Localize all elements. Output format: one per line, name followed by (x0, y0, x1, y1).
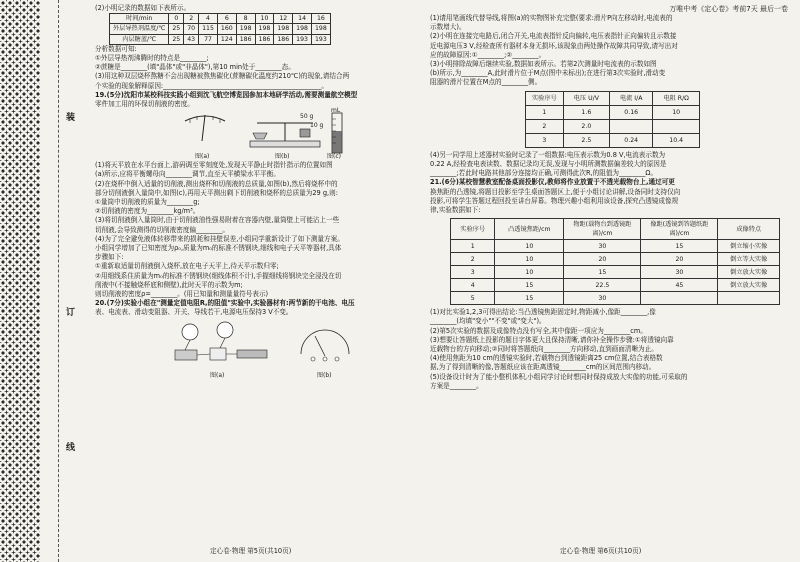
q21-part1b: ________(均填"变小""不变"或"变大")。 (430, 317, 546, 326)
table-row (110, 34, 331, 44)
table-cell: 186 (255, 34, 274, 44)
left-footer: 定心卷·物理 第5页(共10页) (210, 547, 292, 555)
q20-part4b: 0.22 A,经检查电表读数、数据记录均无误,发现与小明所测数据偏差较大的原因是 (430, 160, 667, 169)
figure-row-19 (95, 109, 415, 161)
table-header: 实验序号 (526, 91, 564, 105)
table-header: 2 (184, 14, 199, 24)
table-cell: 1.6 (563, 105, 609, 119)
table-cell (653, 119, 699, 133)
q20-part1: (1)请用笔画线代替导线,将图(a)的实物图补充完整(要求:滑片P向左移动时,电流表的 (430, 14, 673, 22)
q21-part5: (5)设备设计时为了能小整机体积,小组同学讨论时想同时保持成放大实像的功能,可采取的 (430, 372, 688, 381)
table-cell: 198 (311, 24, 330, 34)
table-cell: 15 (564, 266, 641, 279)
q20-part2b: 近电源电压3 V,经检查所有器材本身无损坏,该现象由两处操作故障共同导致,请写出对 (430, 41, 678, 50)
table-cell: 30 (564, 240, 641, 253)
table-cell: 10 (495, 266, 564, 279)
binding-line (58, 0, 59, 562)
table-row (526, 105, 700, 119)
table-cell: 70 (184, 24, 199, 34)
q19-step-4e: ②用细线系住质量为m₀的标准不锈钢块(细线体积不计),手握细线将钢块完全浸没在切 (95, 271, 342, 280)
table-cell: 0.24 (609, 133, 652, 147)
q19-step-1b: (a)所示,应将平衡螺母向________调节,直至天平横梁水平平衡。 (95, 170, 280, 179)
table-cell: 15 (495, 292, 564, 305)
table-cell: 10.4 (653, 133, 699, 147)
analysis-text: 分析数据可知: (95, 44, 137, 53)
figure-row-20 (95, 318, 415, 380)
binding-margin (0, 0, 40, 562)
table-cell: 15 (641, 240, 718, 253)
table-header: 电压 U/V (563, 91, 609, 105)
table-row (451, 266, 780, 279)
table-header: 像距(透镜到答题纸距离)/cm (641, 219, 718, 240)
table-cell (609, 119, 652, 133)
q19-step-4b: 小组同学增加了已知密度为ρ₀,质量为m₀的标准不锈钢块,细线和电子天平等器材,具体 (95, 244, 342, 253)
table-cell: 160 (217, 24, 236, 34)
question-20-stem-cont: 表、电流表、滑动变阻器、开关、导线若干,电源电压保持3 V不变。 (95, 308, 293, 317)
table-cell: 25 (169, 34, 184, 44)
table-cell: 20 (641, 253, 718, 266)
q19-step-4g: 则切削液的密度ρ=________。(用已知量和测量量符号表示) (95, 290, 269, 299)
table-header: 电流 I/A (609, 91, 652, 105)
analysis-item-2: ②蔗糖是________(填"晶体"或"非晶体"),第10 min处于________态。 (95, 63, 295, 72)
table-cell: 10 (495, 253, 564, 266)
table-header: 凸透镜焦距/cm (495, 219, 564, 240)
figure-b-caption: 图(b) (275, 153, 290, 161)
table-cell (641, 292, 718, 305)
q20-part2: (2)小明在连接完电路后,闭合开关,电流表指针反向偏转,电压表指针正向偏转且示数接 (430, 32, 677, 41)
table-cell: 2.5 (563, 133, 609, 147)
temperature-table (109, 13, 331, 45)
table-row (526, 119, 700, 133)
q19-step-3: (3)将切削液倒入量筒时,由于切削液油性强易附着在容器内壁,量筒壁上可能沾上一些 (95, 216, 340, 225)
table-cell: 20 (564, 253, 641, 266)
q19-step-1: (1)将天平放在水平台面上,游码调至零刻度处,发现天平静止时指针指示的位置如图 (95, 161, 333, 170)
table-row (451, 292, 780, 305)
table-cell: 10 (653, 105, 699, 119)
balance-pointer-figure (180, 111, 230, 151)
table-row (110, 24, 331, 34)
table-header: 0 (169, 14, 184, 24)
lens-table (450, 218, 780, 305)
analysis-item-1: ①外层导热剂沸腾时的特点是________; (95, 54, 209, 63)
table-header: 12 (274, 14, 293, 24)
graduated-cylinder-figure (327, 109, 347, 155)
q21-part3: (3)想要让答题纸上投影的题目字体更大且保持清晰,请你补全操作步骤:①将透镜向靠 (430, 335, 674, 344)
table-cell: 15 (495, 279, 564, 292)
table-header: 实验序号 (451, 219, 495, 240)
table-cell: 3 (526, 133, 564, 147)
table-row (526, 133, 700, 147)
weight-10g-label: 10 g (310, 122, 324, 130)
ammeter-dial-figure (295, 322, 355, 362)
table-cell: 2 (451, 253, 495, 266)
ml-label: mL (331, 107, 341, 115)
table-cell: 外层导热剂温度/℃ (110, 24, 169, 34)
table-cell: 倒立等大实像 (718, 253, 780, 266)
figure-a-caption: 图(a) (195, 153, 210, 161)
table-cell: 0.16 (609, 105, 652, 119)
page-header: 万唯中考《定心卷》考前7天 最后一卷 (669, 5, 788, 13)
table-cell: 45 (641, 279, 718, 292)
table-cell: 198 (274, 24, 293, 34)
figure-c-caption: 图(c) (327, 153, 341, 161)
figure-20a-caption: 图(a) (210, 371, 225, 379)
table-cell: 10 (495, 240, 564, 253)
table-cell: 198 (236, 24, 255, 34)
table-header: 4 (199, 14, 218, 24)
q20-part2c: 应的故障原因:①________;②________。 (430, 50, 546, 59)
question-21-stem: 21.(6分)某校智慧教室配备桌面投影仪,教师将作业放置于不透光载物台上,通过可更 (430, 178, 675, 187)
q20-part4: (4)另一同学用上述器材实验时记录了一组数据:电压表示数为0.8 V,电流表示数为 (430, 150, 666, 159)
margin-word-ding: 订 (66, 308, 76, 318)
q19-step-2c: ①量筒中切削液的质量为________g; (95, 198, 200, 207)
question-19-stem-cont: 零件加工用的环保切削液的密度。 (95, 100, 194, 109)
q19-step-4f: 削液中(不接触烧杯底和侧壁),此时天平的示数为m; (95, 280, 243, 289)
table-header: 16 (311, 14, 330, 24)
table-cell: 77 (199, 34, 218, 44)
table-cell: 193 (311, 34, 330, 44)
table-header: 物距(载物台到透镜距离)/cm (564, 219, 641, 240)
table-cell: 198 (293, 24, 312, 34)
table-cell: 30 (564, 292, 641, 305)
q19-step-2d: ②切削液的密度为________kg/m³。 (95, 207, 200, 216)
q21-part3b: 近载物台的方向移动;②同时将答题纸向________方向移动,直到画面清晰为止。 (430, 345, 658, 354)
q21-part2: (2)第5次实验的数据及成像特点没有写全,其中像距一项应为________cm。 (430, 326, 647, 335)
q19-step-2: (2)在烧杯中倒入适量的切削液,测出烧杯和切削液的总质量,如图(b),然后将烧杯中的 (95, 179, 338, 188)
table-cell: 内层糖蓝/℃ (110, 34, 169, 44)
table-row (451, 253, 780, 266)
q20-part3b: (b)所示,为________A,此时滑片位于M点(图中未标出);在进行第3次实验时,滑动变 (430, 69, 666, 78)
q19-step-4c: 步骤如下: (95, 253, 124, 262)
table-cell: 5 (451, 292, 495, 305)
table-header: 14 (293, 14, 312, 24)
q19-step-2b: 部分切削液倒入量筒中,如图(c),再用天平测出剩下切削液和烧杯的总质量为29 g,则: (95, 188, 338, 197)
question-20-stem: 20.(7分)实验小组在"测量定值电阻R,的阻值"实验中,实验器材有:两节新的干电池、电压 (95, 299, 355, 308)
table-cell: 2 (526, 119, 564, 133)
weight-50g-label: 50 g (300, 113, 314, 121)
question-19-stem: 19.(5分)沈阳市某校科技实践小组到沈飞航空博览园参加本地研学活动,需要测量航空模型 (95, 90, 358, 99)
table-cell: 30 (641, 266, 718, 279)
table-header: 成像特点 (718, 219, 780, 240)
table-cell: 43 (184, 34, 199, 44)
left-column (95, 4, 415, 380)
table-cell: 25 (169, 24, 184, 34)
table-header: 8 (236, 14, 255, 24)
q21-part5b: 方案是________。 (430, 381, 483, 390)
q20-part3c: 阻器的滑片位置在M点的________侧。 (430, 78, 542, 87)
q20-part1b: 示数增大)。 (430, 23, 466, 32)
question-21-stem-c: 投影,可将学生答题过程回投至讲台屏幕。物理兴趣小组利用该设备,探究凸透镜成像规 (430, 196, 679, 205)
table-cell: 124 (217, 34, 236, 44)
table-cell: 2.0 (563, 119, 609, 133)
circuit-figure (165, 320, 275, 370)
table-row (451, 240, 780, 253)
table-cell: 186 (274, 34, 293, 44)
table-cell (718, 292, 780, 305)
q19-step-4d: ①重新取适量切削液倒入烧杯,放在电子天平上,待天平示数归零; (95, 262, 279, 271)
q18-part2-title: (2)小明记录的数据如下表所示。 (95, 4, 191, 12)
q20-part4c: ________;若此时电路其他部分连接均正确,可测得此次R,的阻值为________Ω。 (430, 169, 658, 178)
table-cell: 115 (199, 24, 218, 34)
margin-word-xian: 线 (66, 443, 76, 453)
resistance-table (525, 91, 700, 148)
q20-part3: (3)小明排除故障后继续实验,数据如表所示。若第2次测量时电流表的示数如图 (430, 60, 657, 69)
table-cell: 3 (451, 266, 495, 279)
figure-20b-caption: 图(b) (317, 371, 332, 379)
analysis-item-3: (3)用这种双层烧杯熬糖不会出现糖被熬焦碳化(蔗糖碳化温度约210℃)的现象,请结合两 (95, 72, 350, 81)
table-cell: 1 (451, 240, 495, 253)
question-21-stem-b: 换焦距的凸透镜,将题目投影至学生桌面答题区上,便于小组讨论讲解,设备同时支持仅向 (430, 187, 681, 196)
table-header: 时间/min (110, 14, 169, 24)
table-cell: 22.5 (564, 279, 641, 292)
table-cell: 倒立缩小实像 (718, 240, 780, 253)
table-header: 6 (217, 14, 236, 24)
table-cell: 1 (526, 105, 564, 119)
q19-step-4: (4)为了完全避免液体转移带来的损耗和挂壁误差,小组同学重新设计了如下测量方案。 (95, 234, 344, 243)
q19-step-3b: 切削液,会导致测得的切削液密度偏________。 (95, 225, 229, 234)
analysis-item-3b: 个实验的现象解释原因:________________________________________________。 (95, 81, 329, 90)
table-cell: 193 (293, 34, 312, 44)
table-header: 电阻 R/Ω (653, 91, 699, 105)
table-cell: 倒立放大实像 (718, 266, 780, 279)
table-cell: 198 (255, 24, 274, 34)
table-cell: 倒立放大实像 (718, 279, 780, 292)
q21-part4b: 据,为了得到清晰的像,答题纸应该在距离透镜________cm的区间范围内移动。 (430, 363, 656, 372)
table-header: 10 (255, 14, 274, 24)
margin-word-zhuang: 装 (66, 113, 76, 123)
question-21-stem-d: 律,实验数据如下: (430, 206, 481, 215)
table-row (451, 279, 780, 292)
q21-part4: (4)使用焦距为10 cm的透镜实验时,若载物台到透镜距离25 cm位置,结合表格数 (430, 354, 663, 363)
right-footer: 定心卷·物理 第6页(共10页) (560, 547, 642, 555)
table-cell: 186 (236, 34, 255, 44)
table-cell: 4 (451, 279, 495, 292)
q21-part1: (1)对比实验1,2,3可得出结论:当凸透镜焦距固定时,物距减小,像距________,像 (430, 308, 656, 317)
right-column (430, 14, 785, 391)
